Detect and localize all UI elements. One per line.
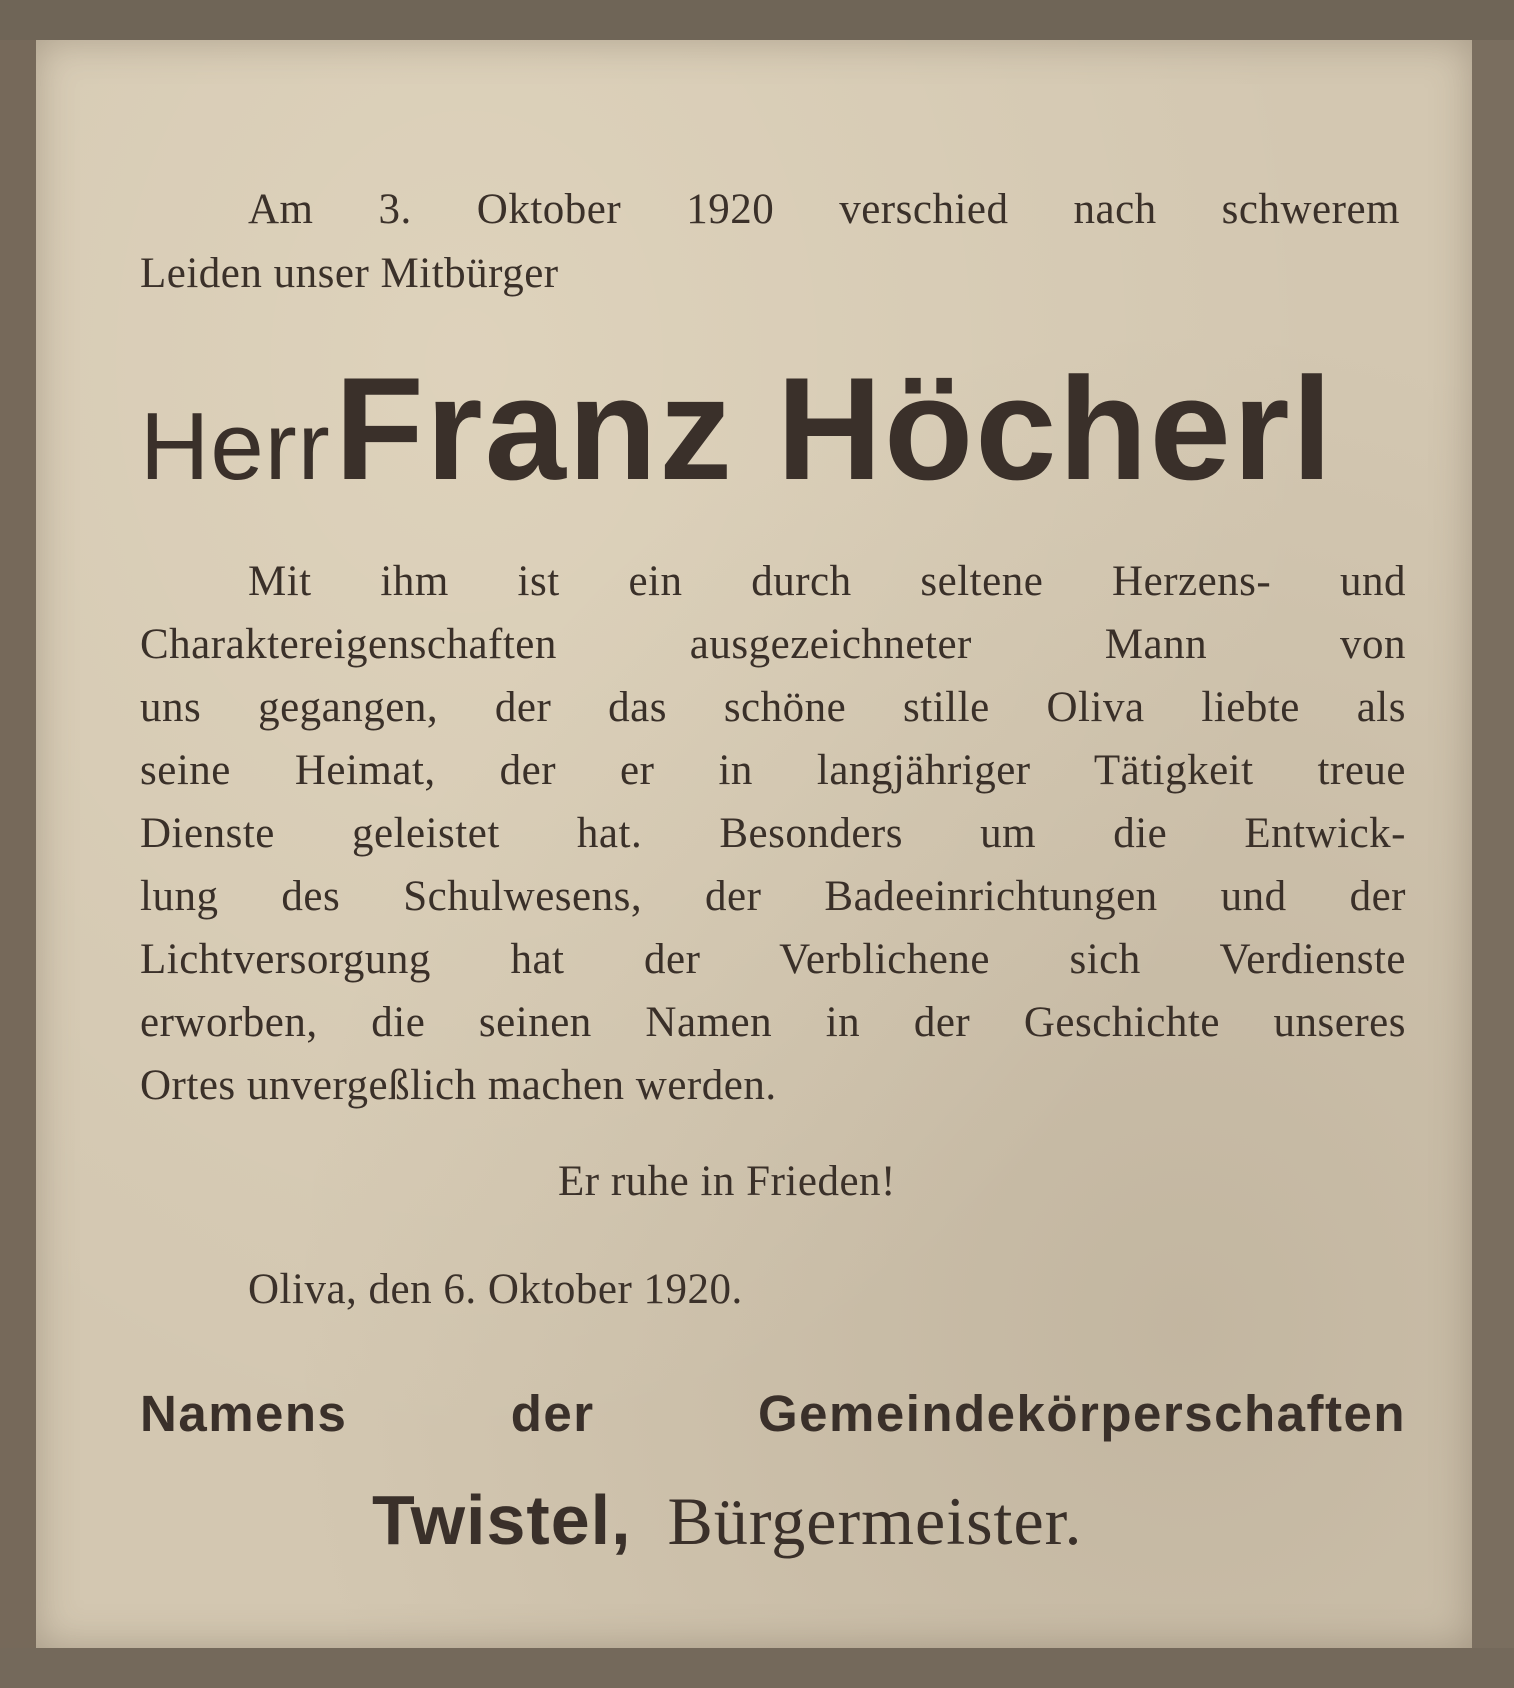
intro-line-1: Am 3. Oktober 1920 verschied nach schwerem: [248, 186, 1400, 233]
paragraph-line: lung des Schulwesens, der Badeeinrichtungen und der: [140, 873, 1406, 920]
paragraph-line: Ortes unvergeßlich machen werden.: [140, 1062, 777, 1109]
paragraph-line: Lichtversorgung hat der Verblichene sich Verdienste: [140, 936, 1406, 983]
signatory: [372, 1480, 1083, 1561]
paragraph-line: Dienste geleistet hat. Besonders um die Entwick-: [140, 810, 1406, 857]
paragraph-line: Mit ihm ist ein durch seltene Herzens- und: [248, 558, 1406, 605]
deceased-name: Franz Höcherl: [334, 347, 1335, 510]
paragraph-line: seine Heimat, der er in langjähriger Tätigkeit treue: [140, 747, 1406, 794]
top-border-band: [0, 0, 1514, 40]
paragraph-line: Charaktereigenschaften ausgezeichneter Mann von: [140, 621, 1406, 668]
honorific: Herr: [140, 393, 331, 500]
paragraph-line: erworben, die seinen Namen in der Geschichte unseres: [140, 999, 1406, 1046]
paragraph-line: uns gegangen, der das schöne stille Oliva liebte als: [140, 684, 1406, 731]
intro-line-2: Leiden unser Mitbürger: [140, 250, 559, 297]
bottom-border-band: [0, 1648, 1514, 1688]
left-border-band: [0, 40, 36, 1648]
on-behalf-of-line: Namens der Gemeindekörperschaften: [140, 1385, 1406, 1442]
deceased-name-heading: [140, 345, 1400, 510]
rest-in-peace-line: Er ruhe in Frieden!: [558, 1158, 896, 1205]
signatory-name: Twistel,: [372, 1481, 632, 1559]
signatory-role: Bürgermeister.: [667, 1483, 1083, 1559]
place-and-date: Oliva, den 6. Oktober 1920.: [248, 1266, 743, 1313]
obituary-notice: [36, 40, 1472, 1648]
right-border-band: [1472, 40, 1514, 1648]
tribute-paragraph: [140, 550, 1406, 1117]
